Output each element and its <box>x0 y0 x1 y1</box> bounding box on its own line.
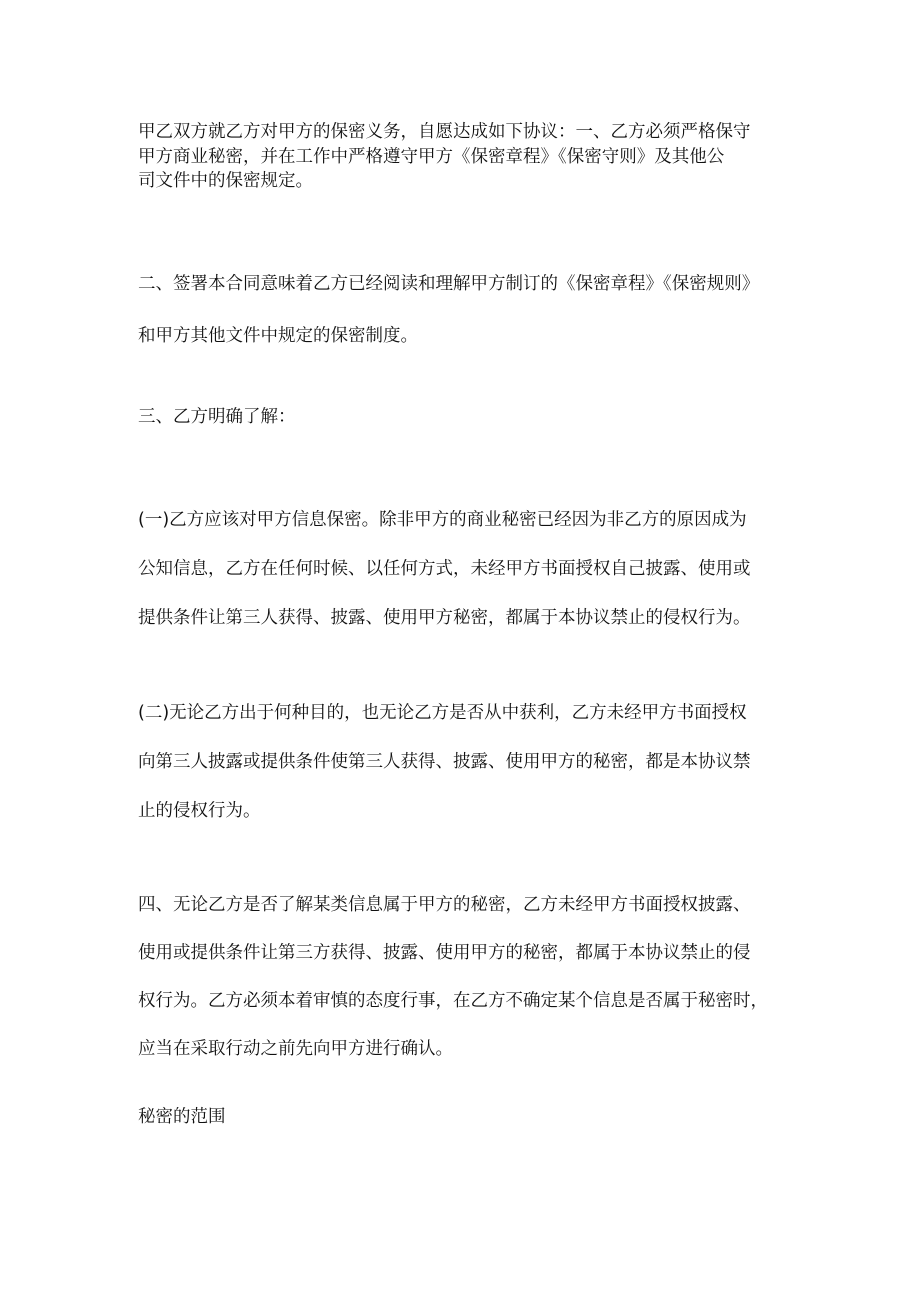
text-line: 权行为。乙方必须本着审慎的态度行事，在乙方不确定某个信息是否属于秘密时， <box>138 991 768 1011</box>
text-line: 公知信息，乙方在任何时候、以任何方式，未经甲方书面授权自己披露、使用或 <box>138 559 751 579</box>
text-line: 甲乙双方就乙方对甲方的保密义务，自愿达成如下协议：一、乙方必须严格保守 <box>138 122 751 142</box>
text-line: 向第三人披露或提供条件使第三人获得、披露、使用甲方的秘密，都是本协议禁 <box>138 752 751 772</box>
text-line: 提供条件让第三人获得、披露、使用甲方秘密，都属于本协议禁止的侵权行为。 <box>138 608 751 628</box>
text-line: 三、乙方明确了解： <box>138 407 296 427</box>
text-line: 四、无论乙方是否了解某类信息属于甲方的秘密，乙方未经甲方书面授权披露、 <box>138 895 751 915</box>
text-line: 止的侵权行为。 <box>138 801 261 821</box>
paragraph-clause-3-item-2 <box>138 689 798 836</box>
text-line: 二、签署本合同意味着乙方已经阅读和理解甲方制订的《保密章程》《保密规则》 <box>138 274 760 294</box>
paragraph-clause-3-item-1 <box>138 496 798 643</box>
text-line: (二)无论乙方出于何种目的，也无论乙方是否从中获利，乙方未经甲方书面授权 <box>138 703 747 723</box>
paragraph-clause-2 <box>138 258 798 362</box>
section-heading-secret-scope <box>138 1103 798 1131</box>
text-line: 和甲方其他文件中规定的保密制度。 <box>138 326 418 346</box>
text-line: 应当在采取行动之前先向甲方进行确认。 <box>138 1039 453 1059</box>
paragraph-intro-clause-1 <box>138 120 798 194</box>
text-line: 甲方商业秘密，并在工作中严格遵守甲方《保密章程》《保密守则》及其他公 <box>138 146 725 167</box>
text-line: 司文件中的保密规定。 <box>138 171 313 191</box>
paragraph-clause-3-heading <box>138 403 798 431</box>
text-line: (一)乙方应该对甲方信息保密。除非甲方的商业秘密已经因为非乙方的原因成为 <box>138 510 747 530</box>
text-line: 使用或提供条件让第三方获得、披露、使用甲方的秘密，都属于本协议禁止的侵 <box>138 943 751 963</box>
paragraph-clause-4 <box>138 881 798 1073</box>
text-line: 秘密的范围 <box>138 1107 226 1127</box>
